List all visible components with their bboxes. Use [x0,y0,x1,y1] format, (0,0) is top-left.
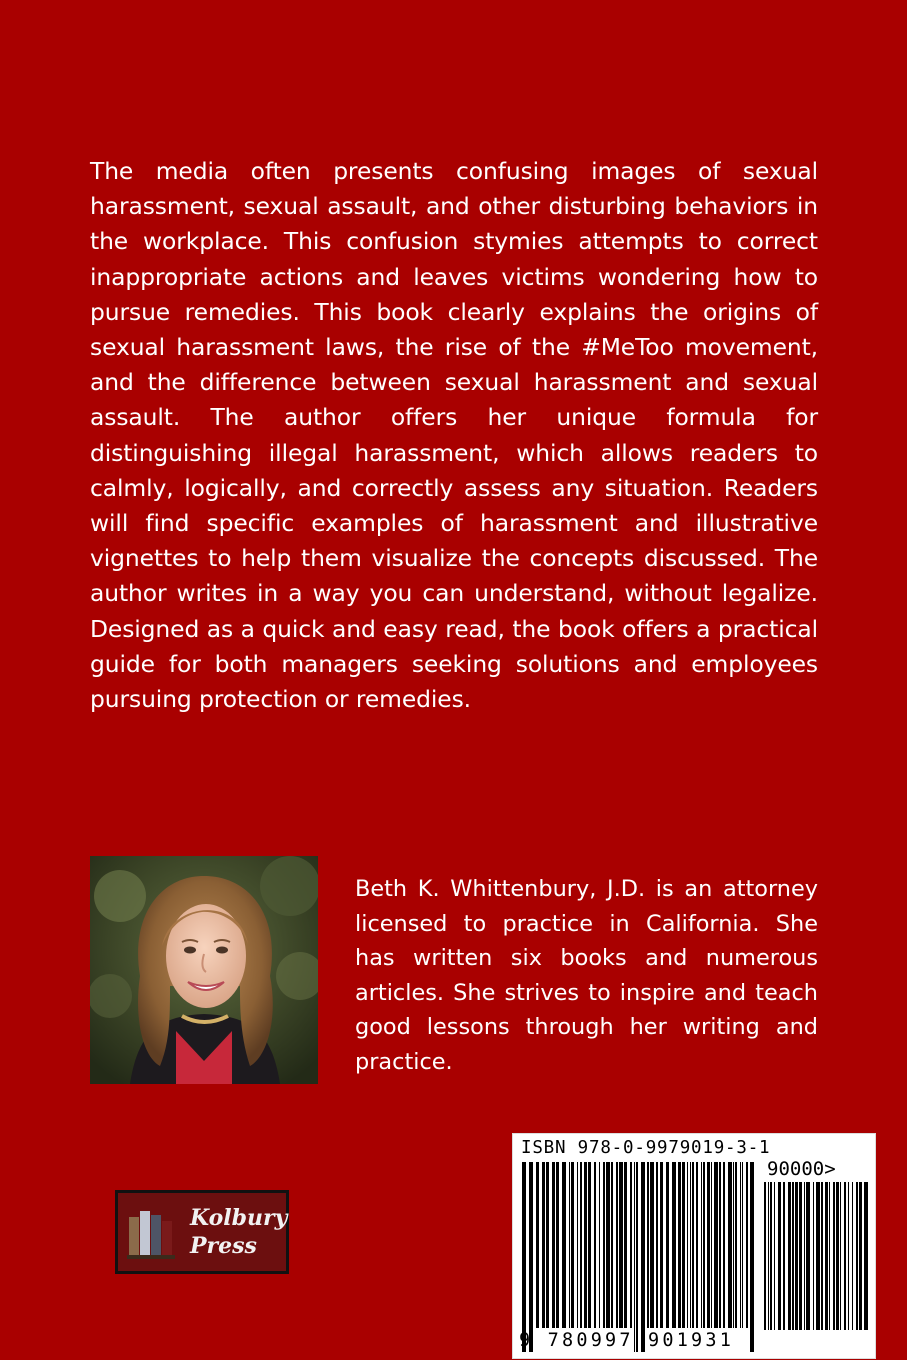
barcode-bar [864,1182,868,1330]
barcode-bar [816,1182,820,1330]
barcode-bar [616,1162,618,1328]
barcode-bar [774,1182,775,1330]
books-icon [127,1207,175,1259]
barcode-bar [799,1182,802,1330]
barcode-bar [588,1162,591,1328]
barcode-bar [783,1182,785,1330]
barcode-bar [788,1182,791,1330]
barcode-bar [542,1162,545,1328]
barcode-bar [792,1182,794,1330]
barcode-bar [703,1162,705,1328]
barcode-bar [856,1182,858,1330]
barcode-bar [580,1162,582,1328]
barcode-bar [594,1162,596,1328]
author-photo [90,856,318,1084]
barcode-bar [678,1162,681,1328]
barcode-bar [619,1162,623,1328]
barcode-bar [852,1182,853,1330]
ean-digits: 9 780997 901931 [519,1330,735,1351]
barcode-bar [836,1182,839,1330]
barcode-bar [562,1162,566,1328]
barcode-bar [584,1162,587,1328]
barcode-bar [536,1162,539,1328]
barcode-bar [733,1162,734,1328]
barcode-bar [647,1162,649,1328]
barcode-bar [844,1182,846,1330]
barcode-bar [804,1182,805,1330]
barcode-bar [813,1182,814,1330]
publisher-name [190,1204,287,1260]
price-code: 90000> [767,1158,836,1180]
barcode-bar [750,1162,754,1352]
barcode-bar [687,1162,688,1328]
isbn-barcode [512,1133,876,1359]
barcode-bar [603,1162,605,1328]
barcode-bar [806,1182,810,1330]
barcode-bar [682,1162,685,1328]
barcode-bar [672,1162,676,1328]
barcode-bar [711,1162,712,1328]
barcode-bar [660,1162,663,1328]
barcode-bar [770,1182,772,1330]
barcode-bar [552,1162,555,1328]
barcode-bar [696,1162,698,1328]
barcode-bar [577,1162,578,1328]
barcode-bar [650,1162,654,1328]
barcode-bar [742,1162,743,1328]
barcode-bar [768,1182,769,1330]
barcode-bar [764,1182,766,1330]
barcode-bar [701,1162,702,1328]
barcode-bar [599,1162,600,1328]
barcode-bar [719,1162,721,1328]
barcode-bar [656,1162,658,1328]
barcode-bar [859,1182,862,1330]
barcode-bar [825,1182,828,1330]
barcode-bar [821,1182,823,1330]
barcode-bar [829,1182,830,1330]
author-portrait-icon [90,856,318,1084]
barcode-bar [735,1162,737,1328]
author-bio: Beth K. Whittenbury, J.D. is an attorney licensed to practice in California. She has written six books and numerous articles. She strives to inspire and teach good lessons through her writing and practice. [355,876,818,1075]
publisher-name-line1: Kolbury [190,1205,288,1231]
barcode-bar [546,1162,549,1328]
barcode-bar [529,1162,533,1352]
barcode-bar [522,1162,526,1352]
barcode-bar [666,1162,669,1328]
barcode-bar [740,1162,741,1328]
barcode-bar [606,1162,610,1328]
barcode-bar [778,1182,781,1330]
barcode-bar [636,1162,638,1352]
barcode-bar [848,1182,849,1330]
barcode-bar [630,1162,632,1328]
barcode-bar [746,1162,748,1328]
book-description: The media often presents confusing images of sexual harassment, sexual assault, and other disturbing behaviors in the workplace. This confusion stymies attempts to correct inappropriate actions and leaves victims wondering how to pursue remedies. This book clearly explains the origins of sexual harassment laws, the rise of the #MeToo movement, and the difference between sexual harassment and sexual assault. The author offers her unique formula for distinguishing illegal harassment, which allows readers to calmly, logically, and correctly assess any situation. Readers will find specific examples of harassment and illustrative vignettes to help them visualize the concepts discussed. The author writes in a way you can understand, without legalize. Designed as a quick and easy read, the book offers a practical guide for both managers seeking solutions and employees pursuing protection or remedies. [90,157,818,714]
publisher-logo [115,1190,289,1274]
barcode-bar [690,1162,691,1328]
barcode-bar [833,1182,835,1330]
barcode-bar [556,1162,559,1328]
barcode-bar [714,1162,718,1328]
barcode-bar [795,1182,798,1330]
barcode-bar [840,1182,841,1330]
addon-barcode-bars [762,1182,868,1354]
barcode-bar [728,1162,732,1328]
barcode-bar [707,1162,710,1328]
barcode-bar [624,1162,627,1328]
barcode-bar [569,1162,570,1328]
publisher-name-line2: Press [190,1233,257,1259]
barcode-bar [641,1162,645,1352]
ean-barcode-bars [520,1162,758,1352]
barcode-bar [723,1162,725,1328]
barcode-bar [634,1162,635,1352]
barcode-bar [611,1162,613,1328]
barcode-bar [571,1162,574,1328]
barcode-bar [692,1162,694,1328]
isbn-label: ISBN 978-0-9979019-3-1 [521,1138,771,1158]
